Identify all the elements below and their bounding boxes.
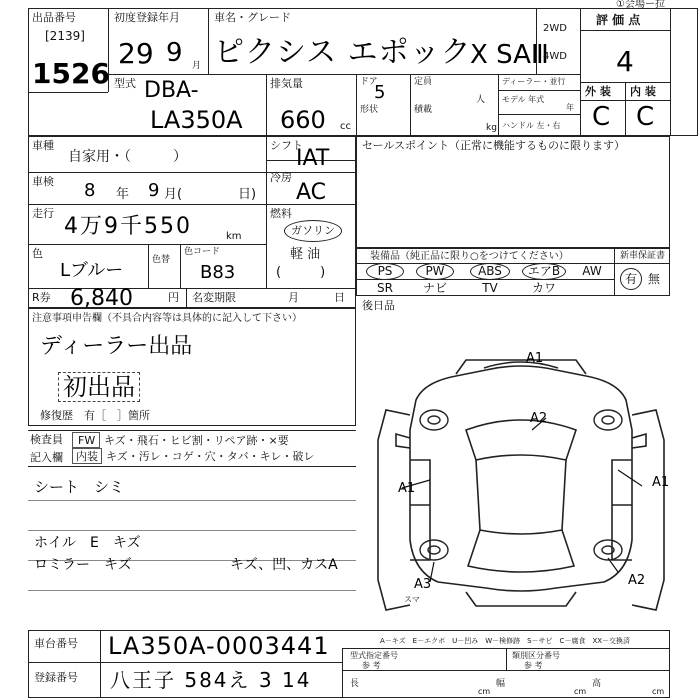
handle-label: ハンドル 左・右 — [502, 121, 561, 130]
load-label: 積載 — [414, 105, 433, 115]
divider — [356, 263, 670, 264]
divider — [498, 114, 580, 115]
equip-aw: AW — [582, 264, 602, 278]
divider — [28, 466, 356, 467]
reg-label: 初度登録年月 — [114, 11, 180, 24]
exterior-grade: C — [592, 102, 611, 132]
entry-label: 記入欄 — [30, 451, 63, 464]
shape-label: 形状 — [360, 105, 379, 115]
divider — [28, 430, 356, 431]
drive-4wd: 4WD — [543, 51, 567, 62]
score-label: 評 価 点 — [596, 13, 641, 27]
equipment-label: 装備品（純正品に限り○をつけてください） — [370, 251, 569, 262]
equip-tv: TV — [482, 281, 498, 295]
ac-value: AC — [296, 180, 327, 205]
equip-leather: カワ — [531, 281, 556, 295]
interior-grade: C — [636, 102, 655, 132]
lot-label: 出品番号 — [32, 11, 76, 24]
interior-inspect-label: 内装 — [76, 450, 98, 463]
repair-label: 修復歴 有［ ］箇所 — [40, 409, 150, 422]
free-note-1: シート シミ — [34, 478, 125, 496]
mileage-value: 4万9千550 — [64, 214, 192, 239]
free-note-3: ロミラー キズ — [34, 557, 132, 573]
note-line-2: 初出品 — [58, 372, 140, 402]
damage-mark: A1 — [398, 481, 416, 496]
type-designation-label: 型式指定番号 — [350, 651, 398, 660]
equip-sr: SR — [377, 281, 393, 295]
use-value: 自家用・（ ） — [68, 149, 187, 165]
inspection-month: 9 — [148, 180, 160, 201]
width-label: 幅 — [496, 679, 506, 689]
divider — [148, 244, 149, 288]
equip-abs: ABS — [470, 263, 510, 280]
venue-label: ①会場ー拉 — [616, 0, 665, 10]
fuel-other: ( ) — [276, 265, 326, 280]
recycle-label: R券 — [32, 291, 51, 304]
divider — [580, 30, 670, 31]
divider — [186, 288, 187, 308]
divider — [342, 648, 343, 698]
displacement: 660 — [280, 106, 326, 134]
divider — [266, 74, 267, 136]
color-code-label: 色コード — [184, 247, 221, 257]
recycle-unit: 円 — [168, 291, 179, 304]
width-unit: cm — [574, 687, 587, 696]
name-change-label: 名変期限 — [192, 291, 236, 304]
inspector-label: 検査員 — [30, 433, 63, 446]
divider — [670, 8, 671, 136]
drive-2wd: 2WD — [543, 23, 567, 34]
color-no-label: 色替 — [152, 255, 171, 265]
capacity-label: 定員 — [414, 77, 433, 87]
damage-mark: A1 — [526, 351, 544, 366]
caution-label: 注意事項申告欄（不具合内容等は具体的に記入して下さい） — [32, 313, 302, 324]
damage-mark: A2 — [628, 573, 646, 588]
divider — [410, 74, 411, 136]
reg-number: 八王子 584え 3 14 — [110, 668, 312, 692]
dealer-label: ディーラー・並行 — [502, 77, 566, 86]
model-label: 型式 — [114, 77, 136, 90]
height-unit: cm — [652, 687, 665, 696]
divider — [614, 248, 615, 296]
divider — [208, 8, 209, 74]
equip-navi: ナビ — [422, 281, 447, 295]
interior-label: 内 装 — [630, 85, 656, 98]
shift-value: IAT — [296, 146, 330, 171]
fw-label: FW — [78, 434, 96, 447]
sales-point-label: セールスポイント（正常に機能するものに限ります） — [362, 139, 626, 152]
divider — [536, 8, 537, 74]
height-label: 高 — [592, 679, 602, 689]
displacement-label: 排気量 — [270, 77, 303, 90]
grade: X SAⅢ — [470, 40, 549, 70]
name-label: 車名・グレード — [214, 11, 291, 24]
year-unit: 年 — [566, 103, 574, 112]
chassis-label: 車台番号 — [34, 637, 78, 650]
recycle-value: 6,840 — [70, 286, 133, 311]
ac-label: 冷房 — [270, 171, 292, 184]
divider — [28, 244, 266, 245]
free-note-2: ホイル E キズ — [34, 535, 141, 551]
divider — [108, 74, 580, 75]
divider — [506, 648, 507, 670]
divider — [100, 630, 101, 698]
category-sub: 参 考 — [524, 661, 543, 670]
inspection-year-unit: 年 — [116, 187, 130, 202]
warranty-yes: 有 — [620, 268, 642, 290]
rule-line — [28, 530, 356, 531]
divider — [580, 100, 670, 101]
score-value: 4 — [616, 45, 634, 78]
color-value: Lブルー — [60, 260, 124, 281]
reg-month-unit: 月 — [192, 61, 202, 71]
damage-mark: A3 — [414, 577, 432, 592]
use-label: 車種 — [32, 139, 54, 152]
back-seat-label: 後日品 — [362, 299, 395, 312]
inspection-month-unit: 月( — [164, 187, 183, 202]
reg-month: 9 — [166, 38, 183, 68]
exterior-label: 外 装 — [585, 85, 611, 98]
displacement-unit: cc — [340, 121, 351, 132]
fuel-light-oil: 軽 油 — [290, 247, 321, 262]
category-label: 類別区分番号 — [512, 651, 560, 660]
name-change-day: 日 — [334, 291, 345, 304]
car-name: ピクシス エポック — [214, 35, 472, 70]
divider — [266, 136, 267, 288]
reg-no-label: 登録番号 — [34, 671, 78, 684]
rule-line — [28, 500, 356, 501]
divider — [28, 92, 108, 93]
divider — [28, 172, 356, 173]
divider — [625, 82, 626, 136]
interior-line: キズ・汚レ・コゲ・穴・タバ・キレ・破レ — [106, 450, 315, 463]
capacity-unit: 人 — [476, 95, 486, 105]
divider — [498, 90, 580, 91]
divider — [180, 244, 181, 288]
mileage-unit: km — [226, 231, 242, 242]
damage-legend: A－キズ E－エクボ U－凹み W－検修跡 S－サビ C－腐食 XX－交換済 — [380, 637, 631, 645]
equip-ps: PS — [366, 263, 404, 280]
fuel-label: 燃料 — [270, 207, 292, 220]
damage-mark: A2 — [530, 411, 548, 426]
model-year-label: モデル 年式 — [502, 95, 545, 104]
lot-sub: [2139] — [45, 29, 85, 43]
color-code: B83 — [200, 262, 236, 283]
inspection-label: 車検 — [32, 175, 54, 188]
doors: 5 — [374, 82, 386, 103]
inspection-year: 8 — [84, 180, 96, 201]
len-label: 長 — [350, 679, 360, 689]
color-label: 色 — [32, 247, 43, 260]
divider — [580, 8, 581, 136]
divider — [498, 74, 499, 136]
divider — [28, 662, 342, 663]
model-code: LA350A — [150, 106, 243, 134]
mark-note: スマ — [404, 595, 420, 604]
note-line-1: ディーラー出品 — [40, 334, 193, 359]
shift-label: シフト — [270, 139, 303, 152]
rule-line — [28, 590, 356, 591]
warranty-no: 無 — [648, 272, 661, 286]
damage-mark: A1 — [652, 475, 670, 490]
equip-pw: PW — [416, 263, 454, 280]
doors-label: ドア — [360, 77, 378, 87]
name-change-month: 月 — [288, 291, 299, 304]
lot-number: 1526 — [32, 57, 110, 90]
type-designation-sub: 参 考 — [362, 661, 381, 670]
reg-year: 29 — [118, 37, 154, 70]
free-note-4: キズ、凹、カスA — [230, 557, 338, 573]
chassis-number: LA350A-0003441 — [108, 632, 330, 660]
divider — [356, 74, 357, 136]
sales-point-block — [356, 136, 670, 248]
inspection-day-unit: 日) — [238, 187, 257, 202]
fuel-gasoline: ガソリン — [284, 220, 342, 242]
fw-line: キズ・飛石・ヒビ割・リペア跡・×要 — [104, 434, 289, 447]
divider — [342, 670, 670, 671]
mileage-label: 走行 — [32, 207, 54, 220]
warranty-label: 新車保証書 — [620, 251, 666, 261]
load-unit: kg — [486, 123, 497, 133]
equip-airbag: エアB — [522, 263, 566, 280]
len-unit: cm — [478, 687, 491, 696]
model-prefix: DBA- — [144, 78, 199, 103]
